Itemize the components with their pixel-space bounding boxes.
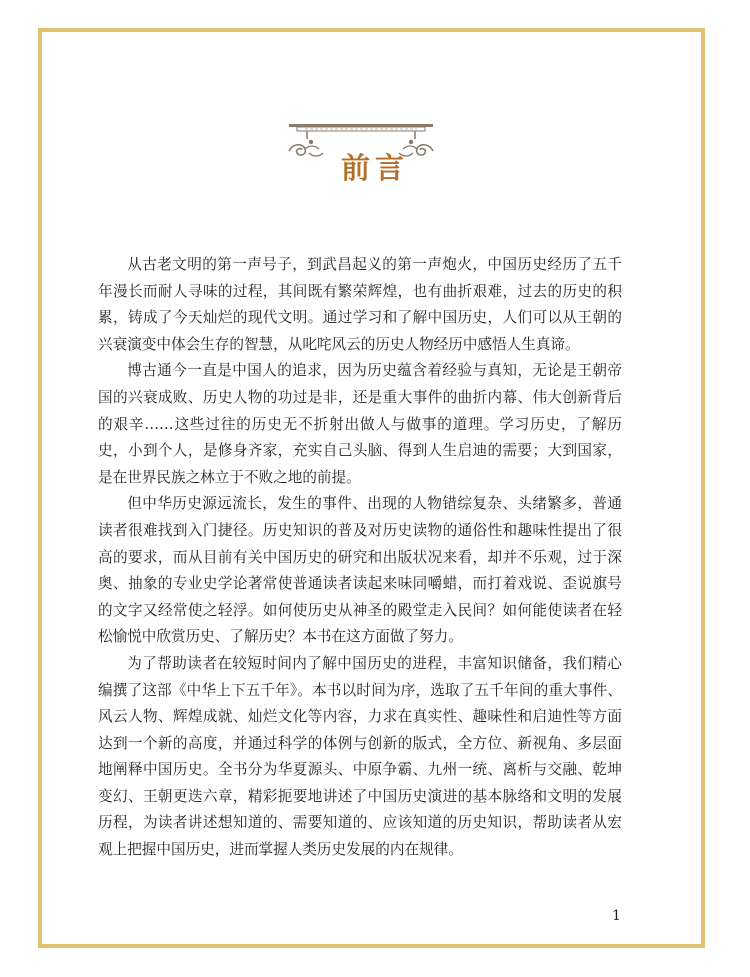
paragraph: 为了帮助读者在较短时间内了解中国历史的进程，丰富知识储备，我们精心编撰了这部《中华上下五千年》。本书以时间为序，选取了五千年间的重大事件、风云人物、辉煌成就、灿烂文化等内容，力求在真实性、趣味性和启迪性等方面达到一个新的高度，并通过科学的体例与创新的版式，全方位、新视角、多层面地阐释中国历史。全书分为华夏源头、中原争霸、九州一统、离析与交融、乾坤变幻、王朝更迭六章，精彩扼要地讲述了中国历史演进的基本脉络和文明的发展历程，为读者讲述想知道的、需要知道的、应该知道的历史知识，帮助读者从宏观上把握中国历史，进而掌握人类历史发展的内在规律。 bbox=[98, 654, 622, 859]
paragraph: 博古通今一直是中国人的追求，因为历史蕴含着经验与真知，无论是王朝帝国的兴衰成败、历史人物的功过是非，还是重大事件的曲折内幕、伟大创新背后的艰辛……这些过往的历史无不折射出做人与做事的道理。学习历史，了解历史，小到个人，是修身齐家，充实自己头脑、得到人生启迪的需要；大到国家，是在世界民族之林立于不败之地的前提。 bbox=[98, 362, 622, 486]
page-number: 1 bbox=[612, 908, 621, 924]
paragraph: 但中华历史源远流长，发生的事件、出现的人物错综复杂、头绪繁多，普通读者很难找到入门捷径。历史知识的普及对历史读物的通俗性和趣味性提出了很高的要求，而从目前有关中国历史的研究和出版状况来看，却并不乐观，过于深奥、抽象的专业史学论著常使普通读者读起来味同嚼蜡，而打着戏说、歪说旗号的文字又经常使之轻浮。如何使历史从神圣的殿堂走入民间？如何能使读者在轻松愉悦中欣赏历史、了解历史？本书在这方面做了努力。 bbox=[98, 495, 622, 646]
page-title: 前言 bbox=[340, 151, 409, 185]
paragraph: 从古老文明的第一声号子，到武昌起义的第一声炮火，中国历史经历了五千年漫长而耐人寻味的过程，其间既有繁荣辉煌，也有曲折艰难，过去的历史的积累，铸成了今天灿烂的现代文明。通过学习和了解中国历史，人们可以从王朝的兴衰演变中体会生存的智慧，从叱咤风云的历史人物经历中感悟人生真谛。 bbox=[98, 256, 622, 353]
preface-body bbox=[98, 252, 622, 864]
